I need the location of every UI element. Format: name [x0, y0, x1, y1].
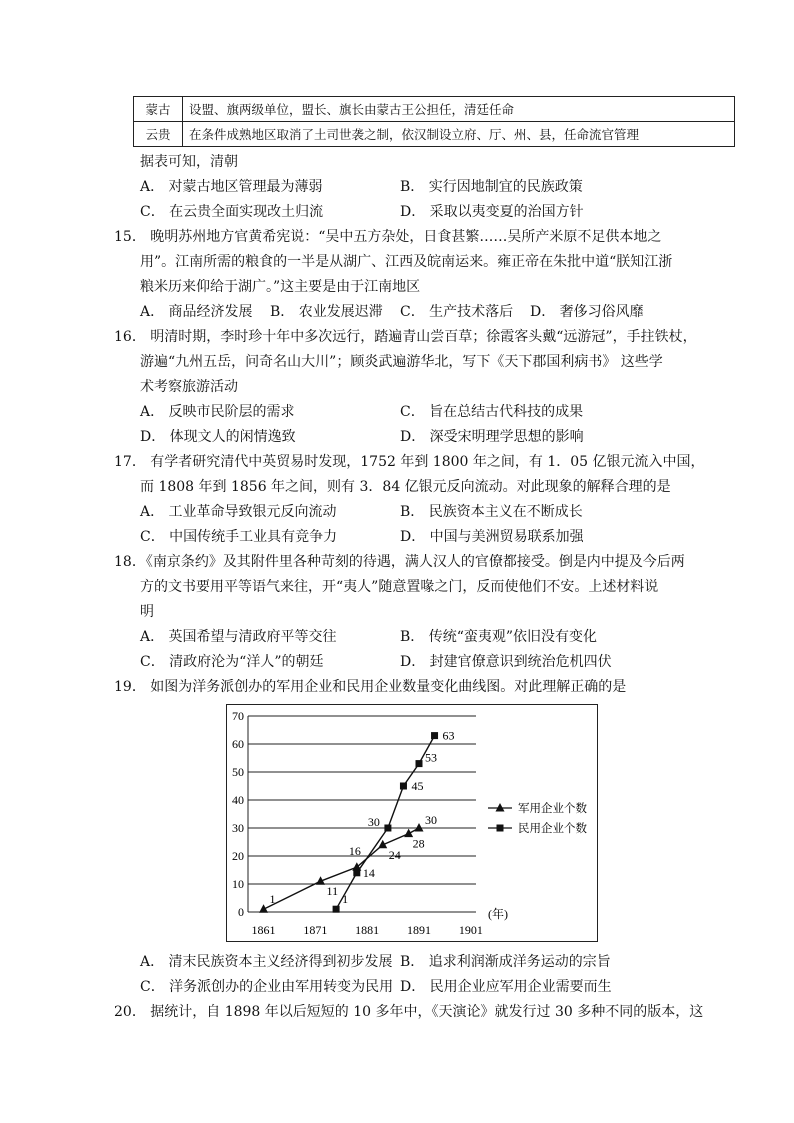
x-unit-label: (年) — [488, 907, 508, 921]
q16-option-a: A． 反映市民阶层的需求 — [140, 404, 295, 420]
q15-option-d: D． 奢侈习俗风靡 — [530, 304, 644, 320]
x-tick-label: 1861 — [251, 923, 276, 937]
data-label: 14 — [362, 865, 375, 880]
table-row — [134, 122, 735, 147]
q17-option-b: B． 民族资本主义在不断成长 — [400, 504, 583, 520]
q19-option-a: A． 清末民族资本主义经济得到初步发展 — [140, 954, 393, 970]
legend-label: 民用企业个数 — [518, 823, 587, 835]
q19-option-b: B． 追求利润渐成洋务运动的宗旨 — [400, 954, 611, 970]
data-label: 24 — [388, 847, 401, 862]
q17-line-2: 而 1808 年到 1856 年之间，则有 3．84 亿银元反向流动。对此现象的解释合理的是 — [140, 479, 671, 495]
q15-option-b: B． 农业发展迟滞 — [270, 304, 383, 320]
data-label: 45 — [411, 779, 424, 793]
q18-line-1: 18．《南京条约》及其附件里各种苛刻的待遇，满人汉人的官僚都接受。倒是内中提及今后两 — [114, 554, 685, 570]
q16-line-3: 术考察旅游活动 — [140, 379, 238, 395]
region-cell: 云贵 — [134, 122, 183, 147]
data-label: 63 — [442, 728, 455, 743]
enterprise-count-chart — [226, 704, 598, 942]
q16-option-d1: D． 体现文人的闲情逸致 — [140, 429, 296, 445]
x-tick-label: 1871 — [303, 923, 328, 937]
policy-cell: 设盟、旗两级单位，盟长、旗长由蒙古王公担任，清廷任命 — [183, 97, 735, 122]
square-marker — [353, 869, 360, 876]
square-marker — [400, 783, 407, 790]
y-tick-label: 40 — [232, 793, 244, 807]
q18-option-b: B． 传统“蛮夷观”依旧没有变化 — [400, 629, 598, 645]
x-tick-label: 1901 — [458, 923, 483, 937]
q14-option-c: C． 在云贵全面实现改土归流 — [140, 204, 324, 220]
y-tick-label: 70 — [232, 709, 244, 723]
q17-option-d: D． 中国与美洲贸易联系加强 — [400, 529, 584, 545]
q17-option-a: A． 工业革命导致银元反向流动 — [140, 504, 337, 520]
y-tick-label: 0 — [238, 905, 244, 919]
q18-option-d: D． 封建官僚意识到统治危机四伏 — [400, 654, 612, 670]
data-label: 28 — [412, 836, 425, 851]
q15-option-a: A． 商品经济发展 — [140, 304, 253, 320]
square-marker — [431, 732, 438, 739]
q16-option-c: C． 旨在总结古代科技的成果 — [400, 404, 584, 420]
policy-table — [133, 96, 735, 147]
y-tick-label: 30 — [232, 821, 244, 835]
data-label: 1 — [342, 892, 349, 907]
q15-option-c: C． 生产技术落后 — [400, 304, 514, 320]
y-tick-label: 60 — [232, 737, 244, 751]
data-label: 1 — [269, 892, 276, 907]
x-tick-label: 1891 — [407, 923, 431, 937]
q18-line-2: 方的文书要用平等语气来往，开“夷人”随意置喙之门，反而使他们不安。上述材料说 — [140, 579, 659, 595]
y-tick-label: 50 — [232, 765, 244, 779]
data-label: 11 — [326, 884, 339, 899]
data-label: 53 — [425, 750, 437, 765]
data-label: 30 — [425, 813, 437, 827]
q17-line-1: 17． 有学者研究清代中英贸易时发现，1752 年到 1800 年之间，有 1．05 亿银元流入中国， — [114, 454, 705, 470]
q19-option-d: D． 民用企业应军用企业需要而生 — [400, 979, 612, 995]
q17-option-c: C． 中国传统手工业具有竞争力 — [140, 529, 338, 545]
region-cell: 蒙古 — [134, 97, 183, 122]
y-tick-label: 10 — [232, 877, 244, 891]
legend-square-icon — [497, 825, 504, 832]
policy-cell: 在条件成熟地区取消了土司世袭之制，依汉制设立府、厅、州、县，任命流官管理 — [183, 122, 735, 147]
q14-stem: 据表可知，清朝 — [140, 154, 238, 170]
square-marker — [384, 825, 391, 832]
q16-line-1: 16． 明清时期，李时珍十年中多次远行，踏遍青山尝百草；徐霞客头戴“远游冠”，手拄铁杖， — [114, 329, 697, 345]
data-label: 30 — [367, 815, 380, 829]
q15-line-2: 用”。江南所需的粮食的一半是从湖广、江西及皖南运来。雍正帝在朱批中道“朕知江浙 — [140, 254, 673, 270]
square-marker — [333, 906, 340, 913]
q18-option-a: A． 英国希望与清政府平等交往 — [140, 629, 337, 645]
q14-option-a: A． 对蒙古地区管理最为薄弱 — [140, 179, 323, 195]
q14-option-d: D． 采取以夷变夏的治国方针 — [400, 204, 584, 220]
q18-line-3: 明 — [140, 604, 154, 620]
data-label: 16 — [348, 844, 361, 859]
q19-stem: 19． 如图为洋务派创办的军用企业和民用企业数量变化曲线图。对此理解正确的是 — [114, 679, 627, 695]
square-marker — [416, 760, 423, 767]
table-row — [134, 97, 735, 122]
q19-option-c: C． 洋务派创办的企业由军用转变为民用 — [140, 979, 394, 995]
q20-line-1: 20． 据统计，自 1898 年以后短短的 10 多年中，《天演论》就发行过 30 多种不同的版本，这 — [114, 1004, 704, 1020]
x-tick-label: 1881 — [355, 923, 380, 937]
q18-option-c: C． 清政府沦为“洋人”的朝廷 — [140, 654, 324, 670]
legend-label: 军用企业个数 — [518, 803, 587, 815]
q16-option-d2: D． 深受宋明理学思想的影响 — [400, 429, 584, 445]
q15-line-1: 15． 晚明苏州地方官黄希宪说：“吴中五方杂处，日食甚繁……吴所产米原不足供本地之 — [114, 229, 662, 245]
y-tick-label: 20 — [232, 849, 244, 863]
q14-option-b: B． 实行因地制宜的民族政策 — [400, 179, 583, 195]
q15-line-3: 粮米历来仰给于湖广。”这主要是由于江南地区 — [140, 279, 421, 295]
q16-line-2: 游遍“九州五岳，问奇名山大川”；顾炎武遍游华北，写下《天下郡国利病书》 这些学 — [140, 354, 663, 370]
